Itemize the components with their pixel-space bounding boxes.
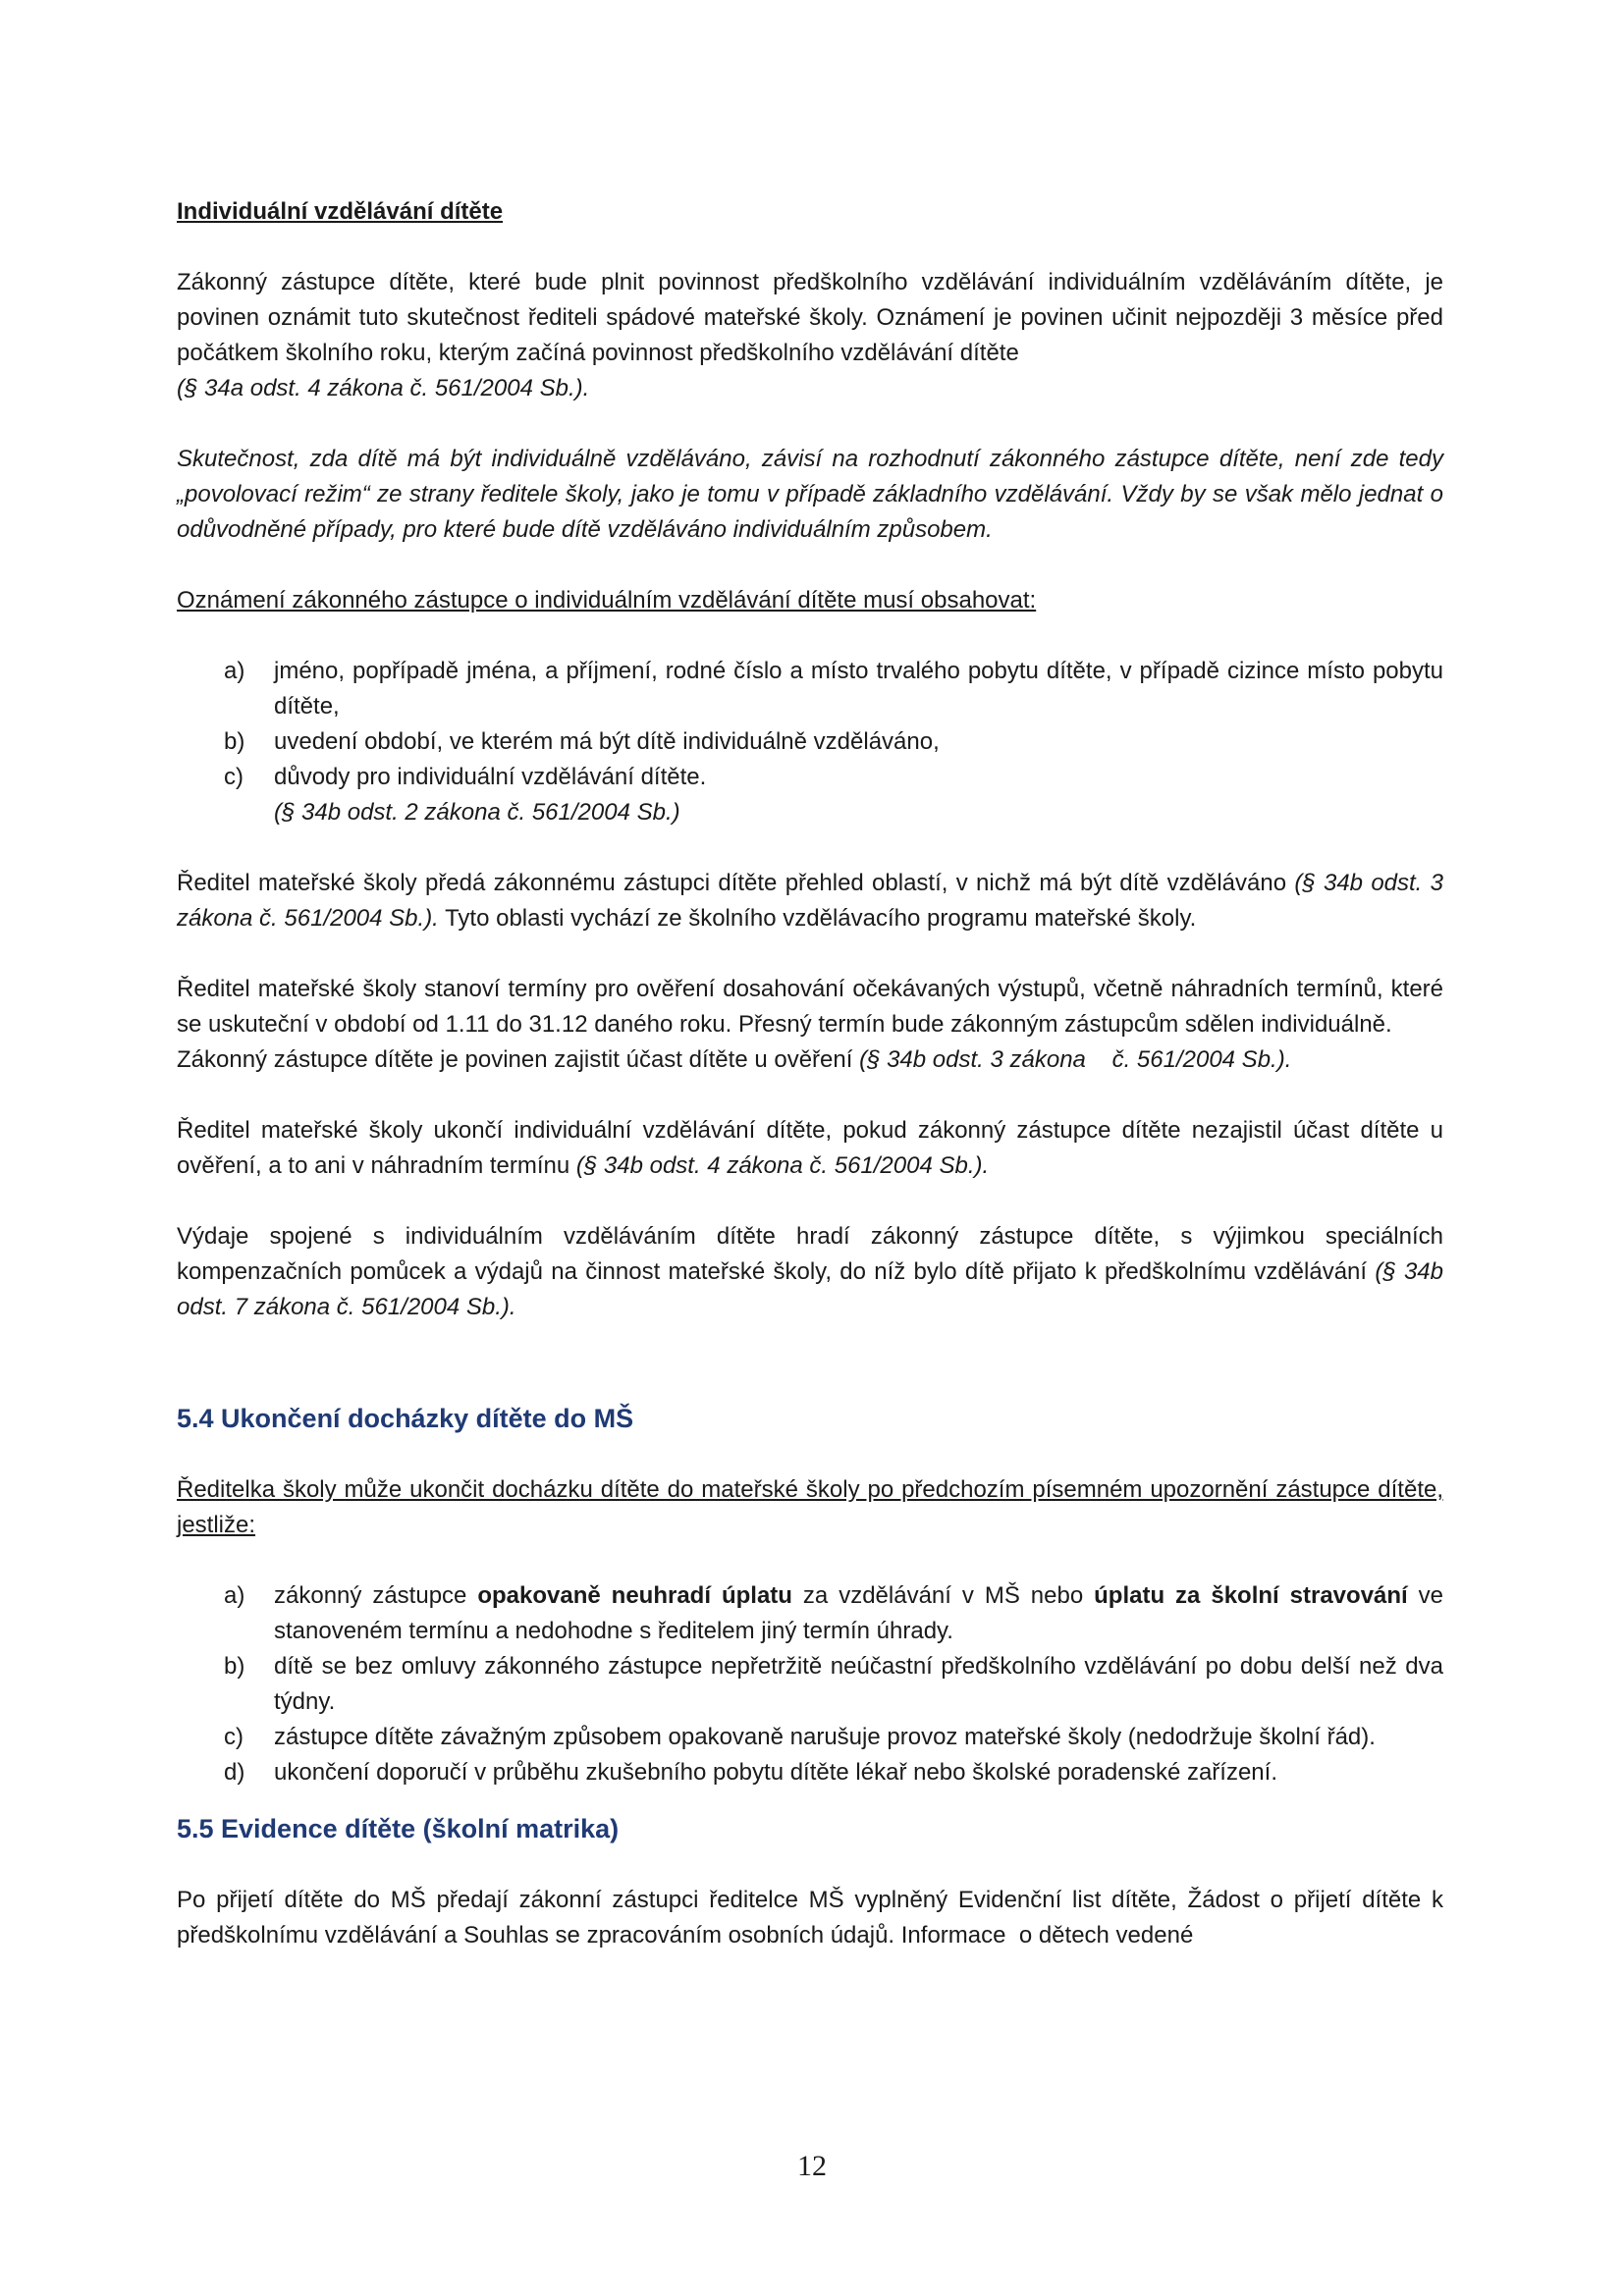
paragraph-6-text: Ředitel mateřské školy ukončí individuální vzdělávání dítěte, pokud zákonný zástupce dítěte nezajistil účast dítěte u ověření, a to ani v náhradním termínu [177,1117,1443,1179]
individual-paragraph-2: Skutečnost, zda dítě má být individuálně vzděláváno, závisí na rozhodnutí zákonného zástupce dítěte, není zde tedy „povolovací režim“ ze strany ředitele školy, jako je tomu v případě základního vzdělávání. Vždy by se však mělo jednat o odůvodněné případy, pro které bude dítě vzděláváno individuálním způsobem. [177,446,1443,543]
section-5-4-intro: Ředitelka školy může ukončit docházku dítěte do mateřské školy po předchozím písemném upozornění zástupce dítěte, jestliže: [177,1476,1443,1538]
list-item-text: dítě se bez omluvy zákonného zástupce nepřetržitě neúčastní předškolního vzdělávání po dobu delší než dva týdny. [274,1653,1443,1715]
list-item-text: jméno, popřípadě jména, a příjmení, rodné číslo a místo trvalého pobytu dítěte, v případě cizince místo pobytu dítěte, [274,658,1443,720]
individual-paragraph-1-text: Zákonný zástupce dítěte, které bude plnit povinnost předškolního vzdělávání individuálním vzděláváním dítěte, je povinen oznámit tuto skutečnost řediteli spádové mateřské školy. Oznámení je povinen učinit nejpozději 3 měsíce před počátkem školního roku, kterým začíná povinnost předškolního vzdělávání dítěte [177,269,1443,366]
list-item [177,1755,1443,1790]
individual-paragraph-7 [177,1219,1443,1325]
termination-list [177,1578,1443,1790]
notification-list-heading: Oznámení zákonného zástupce o individuálním vzdělávání dítěte musí obsahovat: [177,587,1037,614]
paragraph-7-text: Výdaje spojené s individuálním vzděláváním dítěte hradí zákonný zástupce dítěte, s výjimkou speciálních kompenzačních pomůcek a výdajů na činnost mateřské školy, do níž bylo dítě přijato k předškolnímu vzdělávání [177,1223,1443,1285]
section-5-4-title: 5.4 Ukončení docházky dítěte do MŠ [177,1404,634,1433]
paragraph-5-text: Zákonný zástupce dítěte je povinen zajistit účast dítěte u ověření [177,1046,853,1073]
paragraph-3-text-a: Ředitel mateřské školy předá zákonnému zástupci dítěte přehled oblastí, v nichž má být dítě vzděláváno [177,870,1287,896]
paragraph-3-text-b: Tyto oblasti vychází ze školního vzdělávacího programu mateřské školy. [445,905,1197,932]
list-item-text: ve stanoveném termínu a nedohodne s ředitelem jiný termín úhrady. [274,1582,1444,1644]
list-item-text: ukončení doporučí v průběhu zkušebního pobytu dítěte lékař nebo školské poradenské zařízení. [274,1759,1277,1786]
list-item-text: za vzdělávání v MŠ nebo [791,1582,1095,1609]
list-item-mark: c) [224,1724,244,1750]
list-item-text: uvedení období, ve kterém má být dítě individuálně vzděláváno, [274,728,940,755]
notification-list-ref: (§ 34b odst. 2 zákona č. 561/2004 Sb.) [274,799,680,826]
list-item-text: zástupce dítěte závažným způsobem opakovaně narušuje provoz mateřské školy (nedodržuje školní řád). [274,1724,1376,1750]
paragraph-3-ref: (§ 34b odst. 3 zákona č. 561/2004 Sb.). [177,870,1443,932]
list-item [177,1649,1443,1720]
list-item-text: zákonný zástupce [274,1582,478,1609]
individual-heading: Individuální vzdělávání dítěte [177,198,504,225]
list-item [177,1578,1443,1649]
list-item-mark: c) [224,764,244,790]
list-item-mark: d) [224,1759,245,1786]
section-5-5-title: 5.5 Evidence dítěte (školní matrika) [177,1814,620,1843]
individual-paragraph-1-ref: (§ 34a odst. 4 zákona č. 561/2004 Sb.). [177,375,590,401]
list-item-mark: b) [224,728,245,755]
paragraph-5-ref: (§ 34b odst. 3 zákona č. 561/2004 Sb.). [859,1046,1292,1073]
list-item [177,760,1443,795]
individual-paragraph-3 [177,866,1443,936]
page-number: 12 [797,2150,827,2182]
individual-paragraph-6 [177,1113,1443,1184]
page-content [177,194,1450,1953]
list-item [177,654,1443,724]
list-item-mark: b) [224,1653,245,1680]
individual-paragraph-5 [177,1042,1443,1078]
list-item [177,1720,1443,1755]
paragraph-6-ref: (§ 34b odst. 4 zákona č. 561/2004 Sb.). [575,1152,990,1179]
list-item-mark: a) [224,1582,245,1609]
list-item-mark: a) [224,658,245,684]
list-item-bold: opakovaně neuhradí úplatu [477,1582,792,1609]
list-item-text: důvody pro individuální vzdělávání dítěte. [274,764,707,790]
list-item-bold: úplatu za školní stravování [1094,1582,1408,1609]
individual-paragraph-1 [177,265,1443,406]
section-5-5-paragraph: Po přijetí dítěte do MŠ předají zákonní zástupci ředitelce MŠ vyplněný Evidenční list dítěte, Žádost o přijetí dítěte k předškolnímu vzdělávání a Souhlas se zpracováním osobních údajů. Informace o dětech vedené [177,1887,1450,1949]
notification-list [177,654,1443,795]
individual-paragraph-4: Ředitel mateřské školy stanoví termíny pro ověření dosahování očekávaných výstupů, včetně náhradních termínů, které se uskuteční v období od 1.11 do 31.12 daného roku. Přesný termín bude zákonným zástupcům sdělen individuálně. [177,976,1443,1038]
list-item [177,724,1443,760]
paragraph-7-ref: (§ 34b odst. 7 zákona č. 561/2004 Sb.). [177,1258,1443,1320]
